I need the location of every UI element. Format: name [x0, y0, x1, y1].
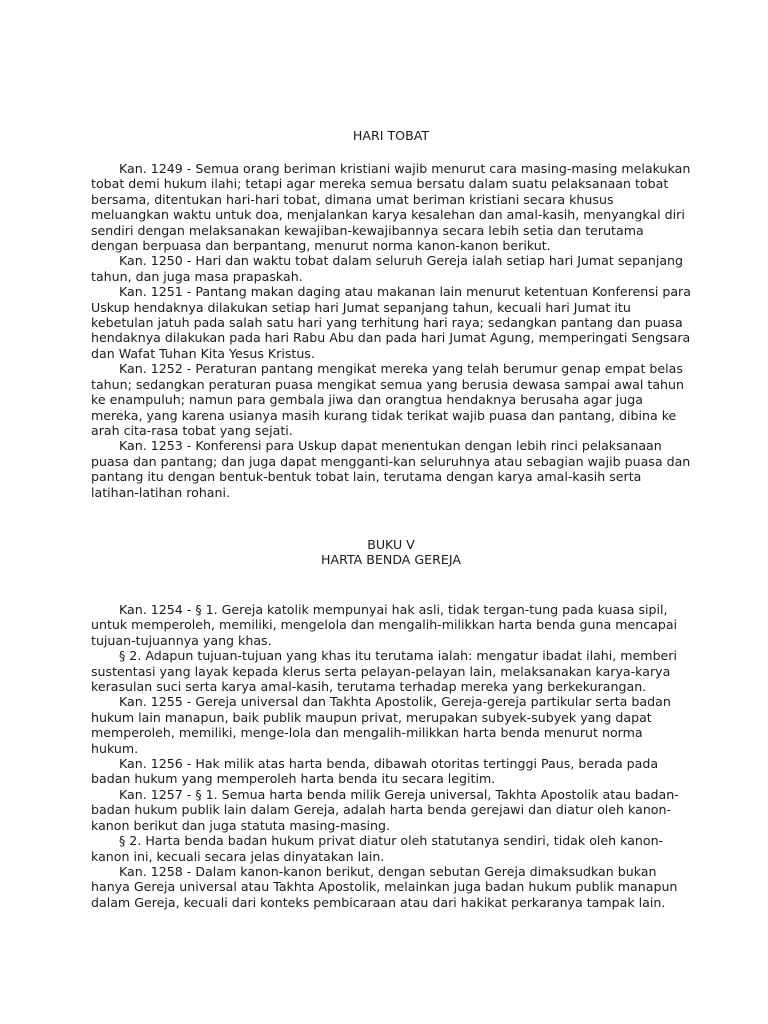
- section-title: HARI TOBAT: [352, 128, 430, 143]
- section-heading: [91, 128, 691, 143]
- canon-paragraph: Kan. 1249 - Semua orang beriman kristiani wajib menurut cara masing-masing melakukan tobat demi hukum ilahi; tetapi agar mereka semua bersatu dalam suatu pelaksanaan tobat bersama, ditentukan hari-hari tobat, dimana umat beriman kristiani secara khusus meluangkan waktu untuk doa, menjalankan karya kesalehan dan amal-kasih, menyangkal diri sendiri dengan melaksanakan kewajiban-kewajibannya secara lebih setia dan terutama dengan berpuasa dan berpantang, menurut norma kanon-kanon berikut.: [91, 161, 691, 254]
- section-body: [91, 161, 691, 500]
- canon-paragraph: Kan. 1251 - Pantang makan daging atau makanan lain menurut ketentuan Konferensi para Uskup hendaknya dilakukan setiap hari Jumat sepanjang tahun, kecuali hari Jumat itu kebetulan jatuh pada salah satu hari yang terhitung hari raya; sedangkan pantang dan puasa hendaknya dilakukan pada hari Rabu Abu dan pada hari Jumat Agung, memperingati Sengsara dan Wafat Tuhan Kita Yesus Kristus.: [91, 284, 691, 361]
- book-number: BUKU V: [367, 537, 415, 552]
- canon-paragraph: Kan. 1250 - Hari dan waktu tobat dalam seluruh Gereja ialah setiap hari Jumat sepanjang tahun, dan juga masa prapaskah.: [91, 253, 684, 284]
- canon-paragraph: Kan. 1258 - Dalam kanon-kanon berikut, dengan sebutan Gereja dimaksudkan bukan hanya Gereja universal atau Takhta Apostolik, melainkan juga badan hukum publik manapun dalam Gereja, kecuali dari konteks pembicaraan atau dari hakikat perkaranya tampak lain.: [91, 863, 678, 910]
- book-title: HARTA BENDA GEREJA: [321, 552, 461, 568]
- canon-paragraph: Kan. 1253 - Konferensi para Uskup dapat menentukan dengan lebih rinci pelaksanaan puasa dan pantang; dan juga dapat mengganti-kan seluruhnya atau sebagian wajib puasa dan pantang itu dengan bentuk-bentuk tobat lain, terutama dengan karya amal-kasih serta latihan-latihan rohani.: [91, 438, 691, 500]
- canon-paragraph: Kan. 1252 - Peraturan pantang mengikat mereka yang telah berumur genap empat belas tahun; sedangkan peraturan puasa mengikat semua yang berusia dewasa sampai awal tahun ke enampuluh; namun para gembala jiwa dan orangtua hendaknya berusaha agar juga mereka, yang karena usianya masih kurang tidak terikat wajib puasa dan pantang, dibina ke arah cita-rasa tobat yang sejati.: [91, 361, 685, 438]
- canon-paragraph: § 2. Harta benda badan hukum privat diatur oleh statutanya sendiri, tidak oleh kanon-kanon ini, kecuali secara jelas dinyatakan lain.: [91, 833, 664, 864]
- canon-paragraph: Kan. 1257 - § 1. Semua harta benda milik Gereja universal, Takhta Apostolik atau badan-badan hukum publik lain dalam Gereja, adalah harta benda gerejawi dan diatur oleh kanon-kanon berikut dan juga statuta masing-masing.: [91, 786, 679, 833]
- canon-paragraph: Kan. 1254 - § 1. Gereja katolik mempunyai hak asli, tidak tergan-tung pada kuasa sipil, untuk memperoleh, memiliki, mengelola dan mengalih-milikkan harta benda guna mencapai tujuan-tujuannya yang khas.: [91, 602, 678, 648]
- canon-paragraph: Kan. 1255 - Gereja universal dan Takhta Apostolik, Gereja-gereja partikular serta badan hukum lain manapun, baik publik maupun privat, merupakan subyek-subyek yang dapat memperoleh, memiliki, menge-lola dan mengalih-milikkan harta benda menurut norma hukum.: [91, 694, 671, 756]
- canon-paragraph: § 2. Adapun tujuan-tujuan yang khas itu terutama ialah: mengatur ibadat ilahi, memberi sustentasi yang layak kepada klerus serta pelayan-pelayan lain, melaksanakan karya-karya kerasulan suci serta karya amal-kasih, terutama terhadap mereka yang berkekurangan.: [91, 648, 677, 695]
- canon-paragraph: Kan. 1256 - Hak milik atas harta benda, dibawah otoritas tertinggi Paus, berada pada badan hukum yang memperoleh harta benda itu secara legitim.: [91, 756, 659, 787]
- book-body: [91, 602, 691, 910]
- book-heading: [91, 537, 691, 568]
